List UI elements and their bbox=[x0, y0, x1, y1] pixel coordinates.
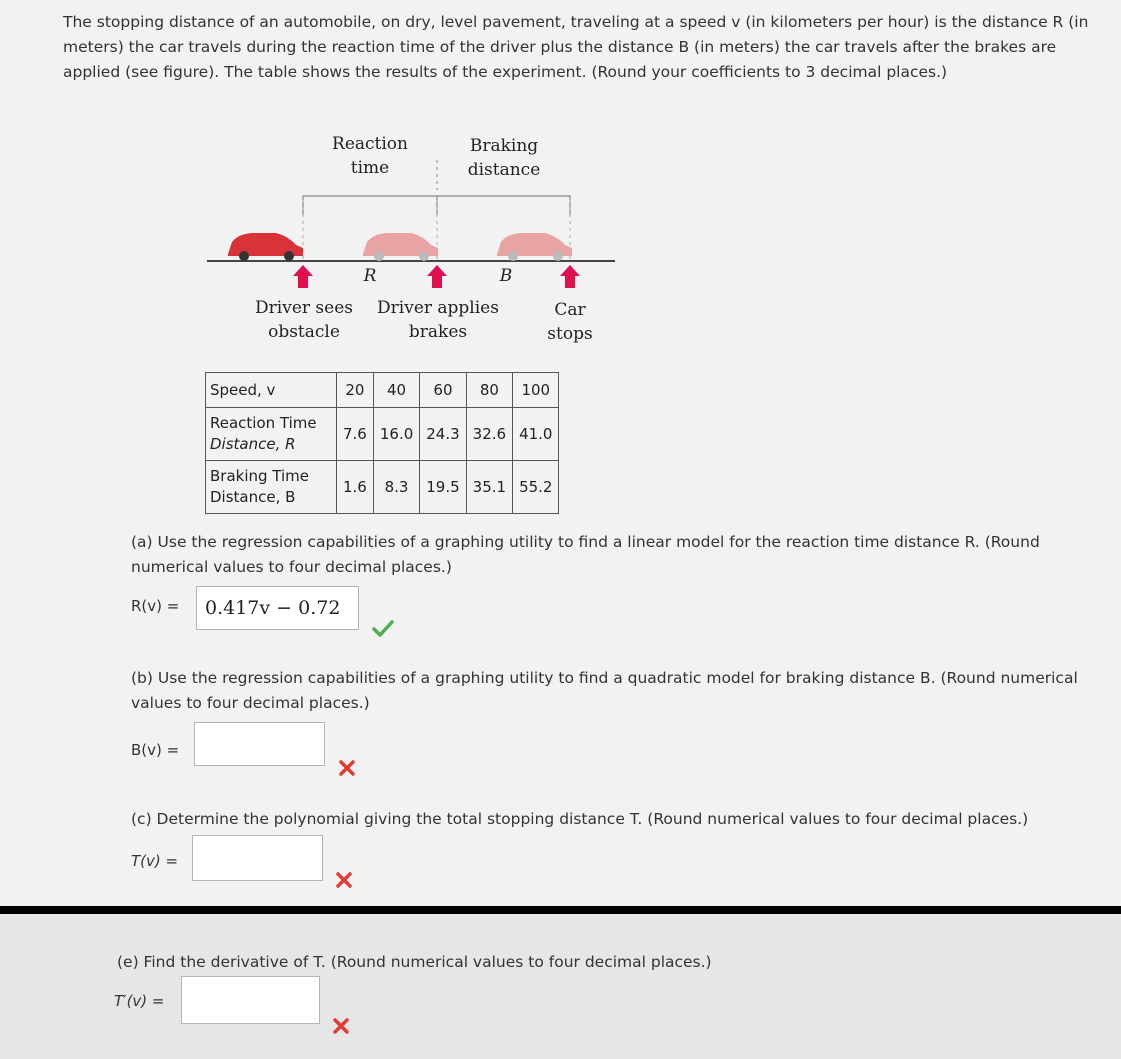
r-label: R bbox=[363, 266, 377, 286]
part-b-label: B(v) = bbox=[131, 741, 180, 759]
table-cell: 19.5 bbox=[420, 461, 466, 514]
table-row bbox=[206, 408, 559, 461]
table-cell: 41.0 bbox=[513, 408, 559, 461]
table-cell: 40 bbox=[373, 373, 419, 408]
table-cell: 16.0 bbox=[373, 408, 419, 461]
driver-applies-label: Driver applies brakes bbox=[377, 298, 499, 342]
car-faded-icon bbox=[497, 233, 572, 261]
part-a-question: (a) Use the regression capabilities of a graphing utility to find a linear model for the reaction time distance R. (Round numerical values to four decimal places.) bbox=[131, 533, 1040, 576]
braking-header: Braking Time Distance, B bbox=[206, 461, 337, 514]
table-cell: 20 bbox=[337, 373, 374, 408]
part-a-answer-input[interactable]: 0.417v − 0.72 bbox=[196, 586, 359, 630]
x-mark-icon bbox=[331, 1016, 351, 1036]
table-row bbox=[206, 373, 559, 408]
car-faded-icon bbox=[363, 233, 438, 261]
reaction-bracket bbox=[303, 196, 437, 215]
table-cell: 80 bbox=[466, 373, 512, 408]
part-b-answer-input[interactable] bbox=[194, 722, 325, 766]
part-a-label: R(v) = bbox=[131, 597, 180, 615]
speed-header: Speed, v bbox=[206, 373, 337, 408]
b-label: B bbox=[499, 266, 513, 286]
lower-panel bbox=[0, 914, 1121, 1059]
x-mark-icon bbox=[334, 870, 354, 890]
table-cell: 7.6 bbox=[337, 408, 374, 461]
braking-distance-label: Braking distance bbox=[467, 136, 541, 180]
problem-intro: The stopping distance of an automobile, on dry, level pavement, traveling at a speed v (in kilometers per hour) is the distance R (in meters) the car travels during the reaction time of the driver plus the distance B (in meters) the car travels after the brakes are applied (see figure). The table shows the results of the experiment. (Round your coefficients to 3 decimal places.) bbox=[63, 13, 1089, 81]
x-mark-icon bbox=[337, 758, 357, 778]
reaction-time-label: Reaction time bbox=[332, 134, 408, 178]
part-e-label: T′(v) = bbox=[114, 992, 165, 1010]
table-cell: 35.1 bbox=[466, 461, 512, 514]
arrow-up-icon bbox=[293, 265, 313, 288]
screenshot-divider bbox=[0, 906, 1121, 914]
part-b-question: (b) Use the regression capabilities of a graphing utility to find a quadratic model for braking distance B. (Round numerical values to four decimal places.) bbox=[131, 669, 1078, 712]
car-icon bbox=[228, 233, 303, 261]
table-cell: 32.6 bbox=[466, 408, 512, 461]
part-c-question: (c) Determine the polynomial giving the total stopping distance T. (Round numerical values to four decimal places.) bbox=[131, 810, 1029, 828]
table-cell: 60 bbox=[420, 373, 466, 408]
part-c-label: T(v) = bbox=[131, 852, 179, 870]
part-e-question: (e) Find the derivative of T. (Round numerical values to four decimal places.) bbox=[117, 953, 712, 971]
arrow-up-icon bbox=[560, 265, 580, 288]
car-stops-label: Car stops bbox=[547, 300, 593, 344]
driver-sees-label: Driver sees obstacle bbox=[255, 298, 353, 342]
table-row bbox=[206, 461, 559, 514]
table-cell: 1.6 bbox=[337, 461, 374, 514]
part-c-answer-input[interactable] bbox=[192, 835, 323, 881]
checkmark-icon bbox=[371, 620, 395, 638]
table-cell: 55.2 bbox=[513, 461, 559, 514]
part-e-answer-input[interactable] bbox=[181, 976, 320, 1024]
data-table bbox=[205, 372, 559, 514]
table-cell: 100 bbox=[513, 373, 559, 408]
table-cell: 24.3 bbox=[420, 408, 466, 461]
arrow-up-icon bbox=[427, 265, 447, 288]
braking-bracket bbox=[437, 196, 570, 215]
table-cell: 8.3 bbox=[373, 461, 419, 514]
reaction-header: Reaction Time Distance, R bbox=[206, 408, 337, 461]
